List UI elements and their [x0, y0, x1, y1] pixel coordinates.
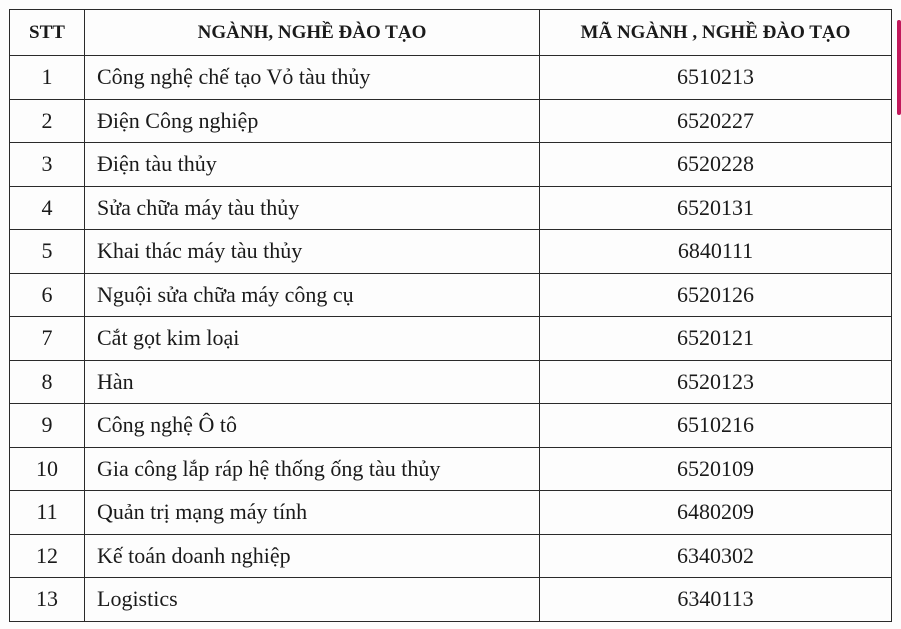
table-row	[10, 186, 892, 230]
row-major-name: Hàn	[85, 360, 540, 404]
row-major-name: Quản trị mạng máy tính	[85, 491, 540, 535]
row-stt: 13	[10, 578, 85, 622]
row-major-code: 6520126	[540, 273, 892, 317]
row-major-code: 6480209	[540, 491, 892, 535]
row-stt: 9	[10, 404, 85, 448]
table-row	[10, 273, 892, 317]
table-row	[10, 360, 892, 404]
table-row	[10, 317, 892, 361]
row-major-name: Nguội sửa chữa máy công cụ	[85, 273, 540, 317]
header-stt: STT	[10, 10, 85, 56]
row-stt: 3	[10, 143, 85, 187]
row-major-code: 6520109	[540, 447, 892, 491]
row-stt: 1	[10, 56, 85, 100]
table-row	[10, 99, 892, 143]
table-row	[10, 491, 892, 535]
row-major-name: Gia công lắp ráp hệ thống ống tàu thủy	[85, 447, 540, 491]
header-major-name: NGÀNH, NGHỀ ĐÀO TẠO	[85, 10, 540, 56]
row-major-name: Logistics	[85, 578, 540, 622]
row-major-code: 6840111	[540, 230, 892, 274]
majors-table	[9, 9, 892, 622]
table-row	[10, 56, 892, 100]
row-major-name: Cắt gọt kim loại	[85, 317, 540, 361]
row-stt: 4	[10, 186, 85, 230]
row-stt: 6	[10, 273, 85, 317]
row-major-code: 6520123	[540, 360, 892, 404]
row-major-code: 6520131	[540, 186, 892, 230]
table-row	[10, 447, 892, 491]
row-stt: 2	[10, 99, 85, 143]
row-stt: 7	[10, 317, 85, 361]
row-stt: 11	[10, 491, 85, 535]
row-major-code: 6520228	[540, 143, 892, 187]
row-stt: 12	[10, 534, 85, 578]
row-major-name: Công nghệ Ô tô	[85, 404, 540, 448]
table-row	[10, 143, 892, 187]
table-row	[10, 404, 892, 448]
row-major-code: 6340113	[540, 578, 892, 622]
row-stt: 10	[10, 447, 85, 491]
table-row	[10, 578, 892, 622]
page-edge-mark	[897, 20, 901, 115]
row-major-code: 6340302	[540, 534, 892, 578]
row-stt: 5	[10, 230, 85, 274]
row-major-code: 6510216	[540, 404, 892, 448]
row-stt: 8	[10, 360, 85, 404]
row-major-code: 6510213	[540, 56, 892, 100]
row-major-code: 6520227	[540, 99, 892, 143]
row-major-name: Sửa chữa máy tàu thủy	[85, 186, 540, 230]
header-major-code: MÃ NGÀNH , NGHỀ ĐÀO TẠO	[540, 10, 892, 56]
table-row	[10, 534, 892, 578]
row-major-name: Điện Công nghiệp	[85, 99, 540, 143]
row-major-name: Điện tàu thủy	[85, 143, 540, 187]
row-major-name: Công nghệ chế tạo Vỏ tàu thủy	[85, 56, 540, 100]
row-major-code: 6520121	[540, 317, 892, 361]
row-major-name: Kế toán doanh nghiệp	[85, 534, 540, 578]
row-major-name: Khai thác máy tàu thủy	[85, 230, 540, 274]
table-header-row	[10, 10, 892, 56]
table-row	[10, 230, 892, 274]
